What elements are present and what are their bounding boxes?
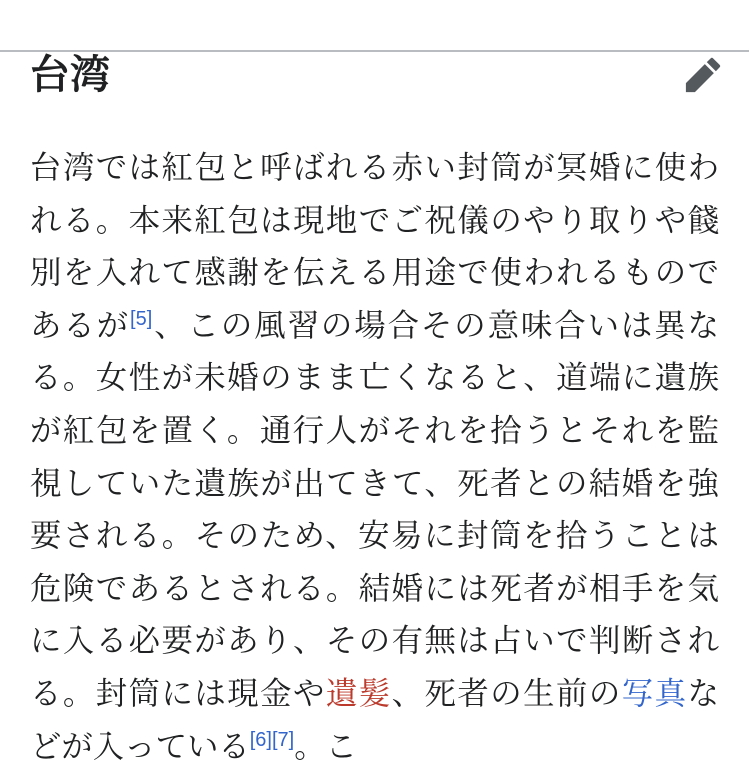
ref-link-7[interactable]: [7]: [272, 728, 295, 751]
section-title: 台湾: [30, 53, 110, 97]
ref-link-5[interactable]: [5]: [130, 307, 153, 330]
red-link-ihatsu[interactable]: 遺髪: [325, 675, 392, 711]
reference-6: [250, 729, 272, 751]
edit-section-button[interactable]: [681, 53, 725, 97]
paragraph-text-5: 。こ: [294, 728, 358, 764]
section-header: [30, 50, 719, 100]
paragraph-text-1: 台湾では紅包と呼ばれる赤い封筒が冥婚に使われる。本来紅包は現地でご祝儀のやり取りや餞別を入れて感謝を伝える用途で使われるものであるが: [30, 150, 719, 343]
section-divider: [0, 50, 749, 52]
paragraph-text-4: などが入っている: [30, 675, 719, 764]
reference-7: [272, 729, 294, 751]
paragraph-text-3: 、死者の生前の: [391, 675, 622, 711]
ref-link-6[interactable]: [6]: [249, 728, 272, 751]
pencil-edit-icon: [684, 56, 722, 94]
reference-5: [130, 308, 152, 330]
article-section: [0, 50, 749, 773]
paragraph-text-2: 、この風習の場合その意味合いは異なる。女性が未婚のまま亡くなると、道端に遺族が紅包を置く。通行人がそれを拾うとそれを監視していた遺族が出てきて、死者との結婚を強要される。そのため、安易に封筒を拾うことは危険であるとされる。結婚には死者が相手を気に入る必要があり、その有無は占いで判断される。封筒には現金や: [30, 307, 719, 711]
article-paragraph: [30, 142, 719, 773]
blue-link-shashin[interactable]: 写真: [621, 675, 688, 711]
